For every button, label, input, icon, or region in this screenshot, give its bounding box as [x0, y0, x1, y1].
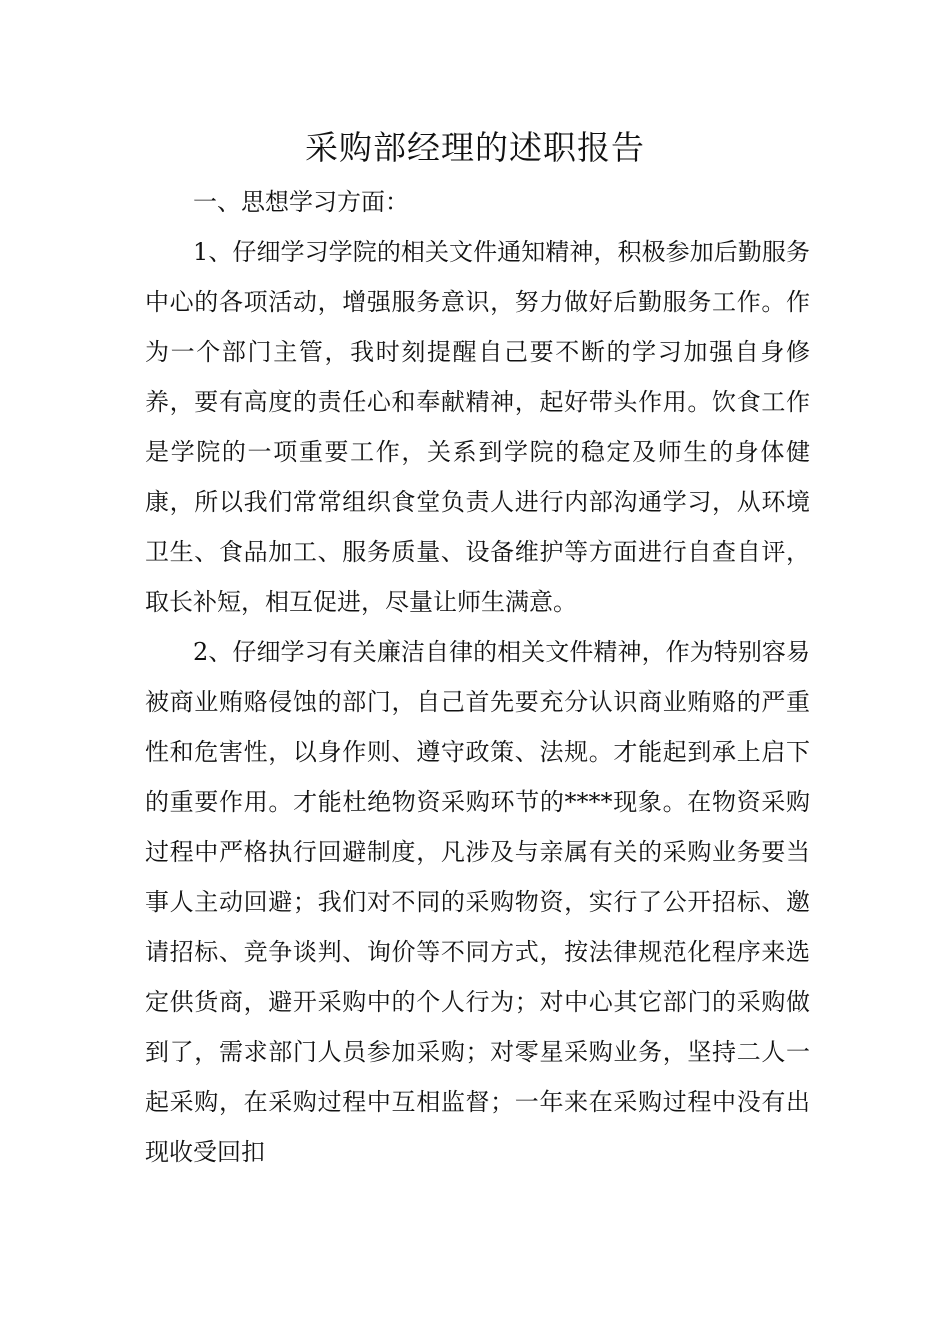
paragraph-1: 1、仔细学习学院的相关文件通知精神，积极参加后勤服务中心的各项活动，增强服务意识，努力做好后勤服务工作。作为一个部门主管，我时刻提醒自己要不断的学习加强自身修养，要有高度的责任心和奉献精神，起好带头作用。饮食工作是学院的一项重要工作，关系到学院的稳定及师生的身体健康，所以我们常常组织食堂负责人进行内部沟通学习，从环境卫生、食品加工、服务质量、设备维护等方面进行自查自评，取长补短，相互促进，尽量让师生满意。 [145, 238, 810, 616]
section-heading: 一、思想学习方面： [193, 188, 409, 216]
paragraph-2: 2、仔细学习有关廉洁自律的相关文件精神，作为特别容易被商业贿赂侵蚀的部门，自己首先要充分认识商业贿赂的严重性和危害性，以身作则、遵守政策、法规。才能起到承上启下的重要作用。才能杜绝物资采购环节的****现象。在物资采购过程中严格执行回避制度，凡涉及与亲属有关的采购业务要当事人主动回避；我们对不同的采购物资，实行了公开招标、邀请招标、竞争谈判、询价等不同方式，按法律规范化程序来选定供货商，避开采购中的个人行为；对中心其它部门的采购做到了，需求部门人员参加采购；对零星采购业务，坚持二人一起采购，在采购过程中互相监督；一年来在采购过程中没有出现收受回扣 [145, 638, 810, 1166]
document-body [145, 177, 810, 1177]
document-title: 采购部经理的述职报告 [305, 128, 645, 167]
